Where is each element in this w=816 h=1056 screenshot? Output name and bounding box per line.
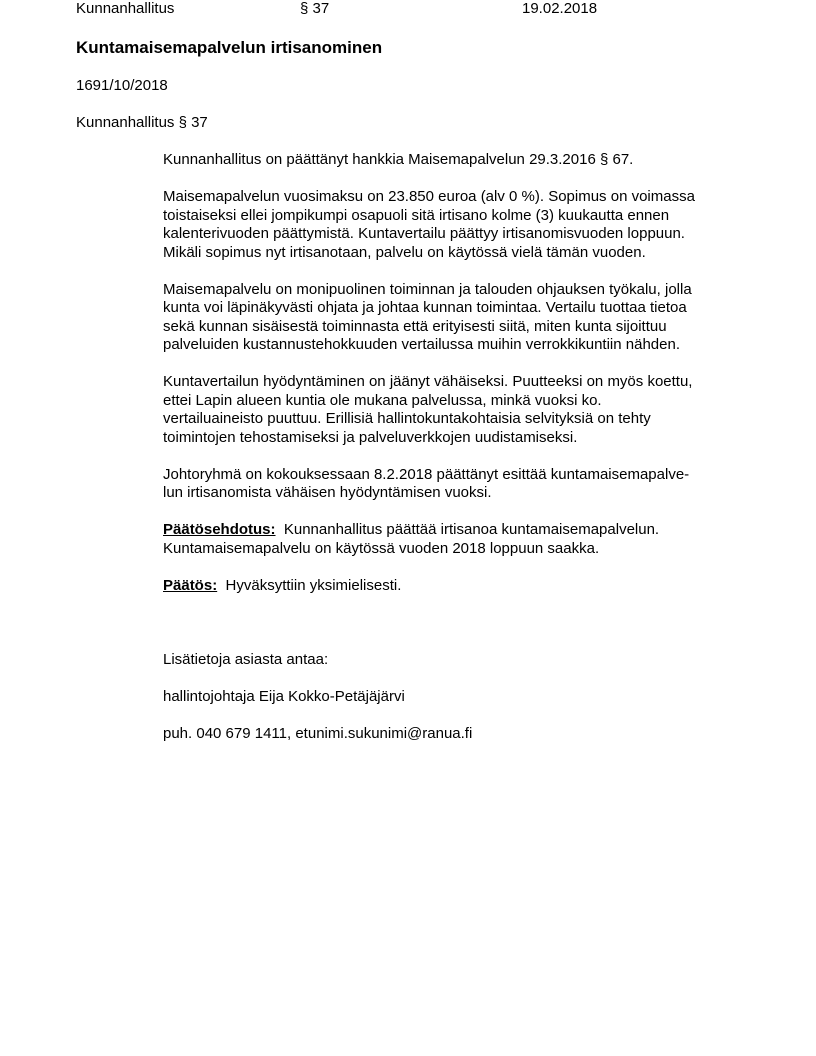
header-section-number: § 37 xyxy=(300,0,330,17)
contact-person: hallintojohtaja Eija Kokko-Petäjäjärvi xyxy=(163,687,405,705)
paragraph-1: Kunnanhallitus on päättänyt hankkia Maisemapalvelun 29.3.2016 § 67. xyxy=(163,151,634,168)
contact-intro: Lisätietoja asiasta antaa: xyxy=(163,650,329,668)
document-body xyxy=(163,151,743,762)
paragraph-3: Maisemapalvelu on monipuolinen toiminnan ja talouden ohjauksen työkalu, jolla kunta voi läpinäkyvästi ohjata ja johtaa kunnan toimintaa. Vertailu tuottaa tietoa sekä kunnan sisäisestä toiminnasta että erityisesti siitä, miten kunta sijoittuu palveluiden kustannustehokkuuden vertailussa muihin verrokkikuntiin nähden. xyxy=(163,280,692,353)
decision-section xyxy=(163,577,743,596)
header-body-name: Kunnanhallitus xyxy=(76,0,175,17)
document-header xyxy=(0,0,816,20)
meeting-reference: Kunnanhallitus § 37 xyxy=(76,114,208,131)
contact-info xyxy=(163,632,743,762)
paragraph-5: Johtoryhmä on kokouksessaan 8.2.2018 päättänyt esittää kuntamaisemapalve- lun irtisanomista vähäisen hyödyntämisen vuoksi. xyxy=(163,465,690,501)
contact-details: puh. 040 679 1411, etunimi.sukunimi@ranua.fi xyxy=(163,724,473,742)
paragraph-2: Maisemapalvelun vuosimaksu on 23.850 euroa (alv 0 %). Sopimus on voimassa toistaiseksi ellei jompikumpi osapuoli sitä irtisano kolme (3) kuukautta ennen kalenterivuoden päättymistä. Kuntavertailu päättyy irtisanomisvuoden loppuun. Mikäli sopimus nyt irtisanotaan, palvelu on käytössä vielä tämän vuoden. xyxy=(163,188,695,261)
paragraph-4: Kuntavertailun hyödyntäminen on jäänyt vähäiseksi. Puutteeksi on myös koettu, ettei Lapin alueen kuntia ole mukana palvelussa, minkä vuoksi ko. vertailuaineisto puuttuu. Erillisiä hallintokuntakohtaisia selvityksiä on tehty toimintojen tehostamiseksi ja palveluverkkojen uudistamiseksi. xyxy=(163,373,693,446)
decision-text: Hyväksyttiin yksimielisesti. xyxy=(225,576,402,594)
proposal-section xyxy=(163,521,743,558)
record-number: 1691/10/2018 xyxy=(76,77,168,94)
decision-label: Päätös: xyxy=(163,576,218,594)
document-title: Kuntamaisemapalvelun irtisanominen xyxy=(76,38,383,57)
header-date: 19.02.2018 xyxy=(522,0,598,17)
proposal-label: Päätösehdotus: xyxy=(163,521,276,538)
proposal-text: Kunnanhallitus päättää irtisanoa kuntamaisemapalvelun. Kuntamaisemapalvelu on käytössä vuoden 2018 loppuun saakka. xyxy=(163,521,660,557)
